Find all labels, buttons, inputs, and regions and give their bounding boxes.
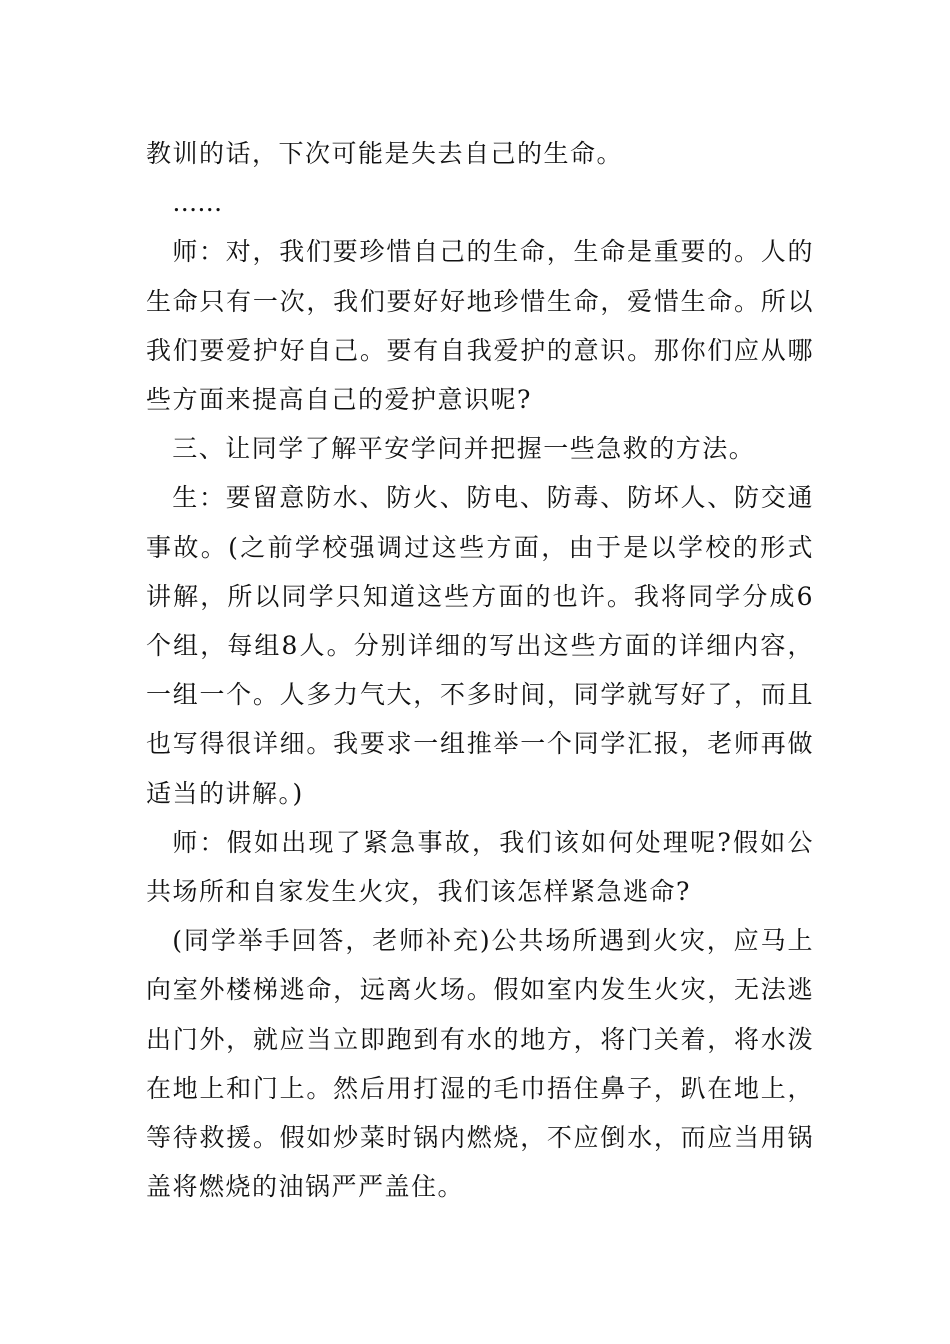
- paragraph-teacher-emergency: 师：假如出现了紧急事故，我们该如何处理呢?假如公共场所和自家发生火灾，我们该怎样紧急逃命?: [146, 827, 814, 907]
- paragraph-student-safety: 生：要留意防水、防火、防电、防毒、防坏人、防交通事故。(之前学校强调过这些方面，由于是以学校的形式讲解，所以同学只知道这些方面的也许。我将同学分成6个组，每组8人。分别详细的写出这些方面的详细内容，一组一个。人多力气大，不多时间，同学就写好了，而且也写得很详细。我要求一组推举一个同学汇报，老师再做适当的讲解。): [146, 483, 814, 808]
- paragraph-teacher-cherish-life: 师：对，我们要珍惜自己的生命，生命是重要的。人的生命只有一次，我们要好好地珍惜生命，爱惜生命。所以我们要爱护好自己。要有自我爱护的意识。那你们应从哪些方面来提高自己的爱护意识呢?: [146, 237, 814, 415]
- paragraph-ellipsis: ……: [172, 188, 223, 218]
- paragraph-fire-escape: (同学举手回答，老师补充)公共场所遇到火灾，应马上向室外楼梯逃命，远离火场。假如室内发生火灾，无法逃出门外，就应当立即跑到有水的地方，将门关着，将水泼在地上和门上。然后用打湿的毛巾捂住鼻子，趴在地上，等待救援。假如炒菜时锅内燃烧，不应倒水，而应当用锅盖将燃烧的油锅严严盖住。: [146, 926, 814, 1202]
- body-text: [146, 129, 814, 1211]
- section-heading-three: 三、让同学了解平安学问并把握一些急救的方法。: [172, 434, 756, 464]
- paragraph-continuation: 教训的话，下次可能是失去自己的生命。: [146, 139, 624, 168]
